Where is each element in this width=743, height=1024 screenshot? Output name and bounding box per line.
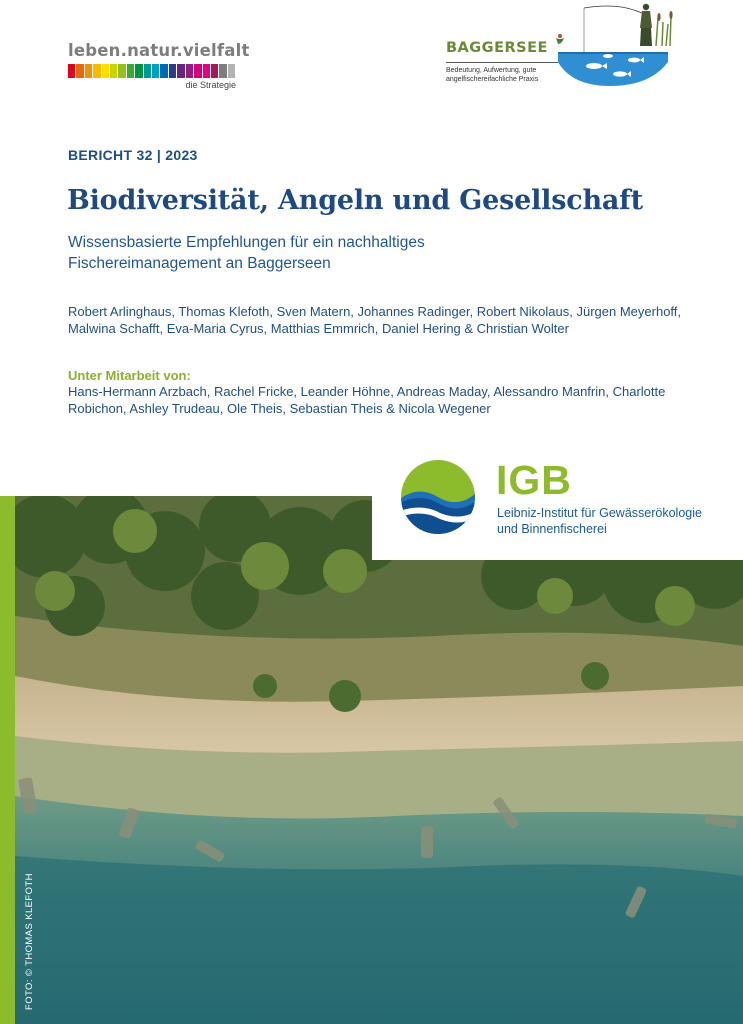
accent-bar — [0, 496, 15, 1024]
lnv-logo — [68, 41, 250, 92]
lnv-color-bar — [85, 64, 92, 78]
cover-photo-lakeshore — [15, 496, 743, 1024]
page-title: Biodiversität, Angeln und Gesellschaft — [67, 185, 643, 216]
lnv-color-bar — [203, 64, 210, 78]
subtitle-line-1: Wissensbasierte Empfehlungen für ein nachhaltiges — [68, 234, 425, 251]
author-list: Robert Arlinghaus, Thomas Klefoth, Sven Matern, Johannes Radinger, Robert Nikolaus, Jürgen Meyerhoff, Malwina Schafft, Eva-Maria Cyrus, Matthias Emmrich, Daniel Hering & Christian Wolter — [68, 304, 682, 336]
baggersee-rule — [446, 62, 558, 63]
lnv-color-bar — [127, 64, 134, 78]
lnv-color-bar — [68, 64, 75, 78]
angler-lake-icon — [550, 0, 680, 92]
baggersee-logo — [440, 0, 680, 92]
report-subtitle — [68, 232, 488, 274]
igb-short-name: IGB — [496, 457, 572, 503]
lnv-color-bar — [211, 64, 218, 78]
lnv-color-bar — [76, 64, 83, 78]
lnv-color-bar — [160, 64, 167, 78]
lnv-color-bar — [118, 64, 125, 78]
collaborator-list: Hans-Hermann Arzbach, Rachel Fricke, Leander Höhne, Andreas Maday, Alessandro Manfrin, Charlotte Robichon, Ashley Trudeau, Ole Theis, Sebastian Theis & Nicola Wegener — [68, 384, 666, 416]
igb-full-name-line-2: und Binnenfischerei — [497, 522, 607, 536]
lnv-color-bar — [169, 64, 176, 78]
baggersee-title: BAGGERSEE — [446, 40, 548, 56]
baggersee-subtitle: Bedeutung, Aufwertung, gute angelfischereifachliche Praxis — [446, 67, 539, 83]
lnv-color-bar — [135, 64, 142, 78]
igb-full-name-line-1: Leibniz-Institut für Gewässerökologie — [497, 506, 702, 520]
subtitle-line-2: Fischereimanagement an Baggerseen — [68, 255, 331, 272]
lnv-color-bar — [177, 64, 184, 78]
photo-credit: FOTO: © THOMAS KLEFOTH — [24, 873, 35, 1010]
lnv-color-bar — [93, 64, 100, 78]
lnv-subtitle: die Strategie — [185, 80, 236, 90]
collaborators-label: Unter Mitarbeit von: — [68, 368, 191, 383]
lnv-color-bar — [186, 64, 193, 78]
lnv-color-bar — [152, 64, 159, 78]
igb-emblem-icon — [400, 459, 476, 535]
lnv-color-bar — [219, 64, 226, 78]
lnv-color-bar — [110, 64, 117, 78]
igb-full-name — [497, 505, 737, 537]
lnv-color-bar — [102, 64, 109, 78]
lnv-color-bar — [228, 64, 235, 78]
lnv-color-bars — [68, 64, 236, 78]
igb-logo-box — [372, 447, 743, 560]
lnv-color-bar — [144, 64, 151, 78]
report-number: BERICHT 32 | 2023 — [68, 147, 198, 163]
lnv-wordmark: leben.natur.vielfalt — [68, 41, 250, 60]
lnv-color-bar — [194, 64, 201, 78]
